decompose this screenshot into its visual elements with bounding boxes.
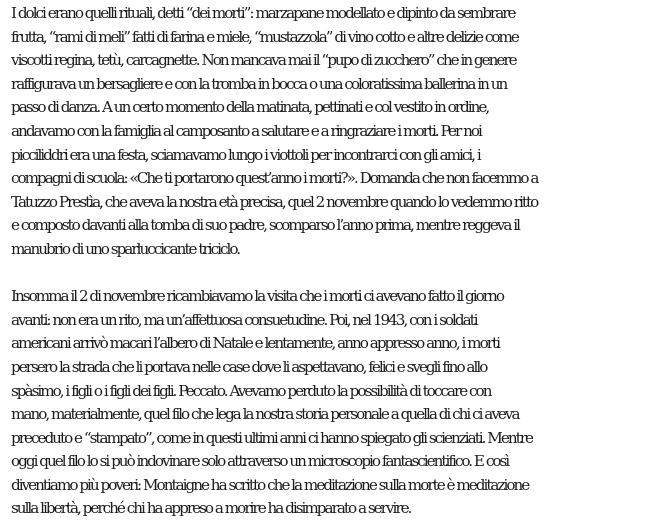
text-line: avanti: non era un rito, ma un’affettuosa consuetudine. Poi, nel 1943, con i soldati	[11, 310, 477, 329]
text-line: preceduto e “stampato”, come in questi ultimi anni ci hanno spiegato gli scienziati. Mentre	[11, 428, 532, 447]
text-line: persero la strada che li portava nelle case dove li aspettavano, felici e svegli fino allo	[11, 357, 487, 376]
text-line: passo di danza. A un certo momento della matinata, pettinati e col vestito in ordine,	[11, 98, 489, 117]
text-line: Insomma il 2 di novembre ricambiavamo la visita che i morti ci avevano fatto il giorno	[11, 287, 503, 306]
text-line: andavamo con la famiglia al camposanto a salutare e a ringraziare i morti. Per noi	[11, 121, 481, 140]
text-line: Tatuzzo Prestìa, che aveva la nostra età precisa, quel 2 novembre quando lo vedemmo ritto	[11, 192, 538, 211]
paragraph-1	[11, 2, 666, 262]
paragraph-2	[11, 285, 666, 521]
text-line: picciliddri era una festa, sciamavamo lungo i viottoli per incontrarci con gli amici, i	[11, 145, 480, 164]
text-line: viscotti regina, tetù, carcagnette. Non mancava mai il “pupo di zucchero” che in genere	[11, 51, 516, 70]
text-line: manubrio di uno sparluccicante triciclo.	[11, 239, 240, 258]
text-line: frutta, “rami di meli” fatti di farina e miele, “mustazzola” di vino cotto e altre delizie come	[11, 27, 518, 46]
text-line: mano, materialmente, quel filo che lega la nostra storia personale a quella di chi ci aveva	[11, 405, 519, 424]
text-line: raffigurava un bersagliere e con la tromba in bocca o una coloratissima ballerina in un	[11, 74, 507, 93]
text-line: diventiamo più poveri: Montaigne ha scritto che la meditazione sulla morte è meditazione	[11, 475, 529, 494]
text-line: e composto davanti alla tomba di suo padre, scomparso l’anno prima, mentre reggeva il	[11, 216, 519, 235]
text-line: oggi quel filo lo si può indovinare solo attraverso un microscopio fantascientifico. E così	[11, 452, 509, 471]
paragraph-spacer	[11, 262, 666, 286]
text-line: spàsimo, i figli o i figli dei figli. Peccato. Avevamo perduto la possibilità di toccare con	[11, 381, 491, 400]
text-line: I dolci erano quelli rituali, detti “dei morti”: marzapane modellato e dipinto da sembrare	[11, 4, 515, 22]
text-line: sulla libertà, perché chi ha appreso a morire ha disimparato a servire.	[11, 499, 411, 518]
text-line: compagni di scuola: «Che ti portarono quest’anno i morti?». Domanda che non facemmo a	[11, 169, 538, 188]
text-line: americani arrivò macari l’albero di Natale e lentamente, anno appresso anno, i morti	[11, 334, 499, 353]
